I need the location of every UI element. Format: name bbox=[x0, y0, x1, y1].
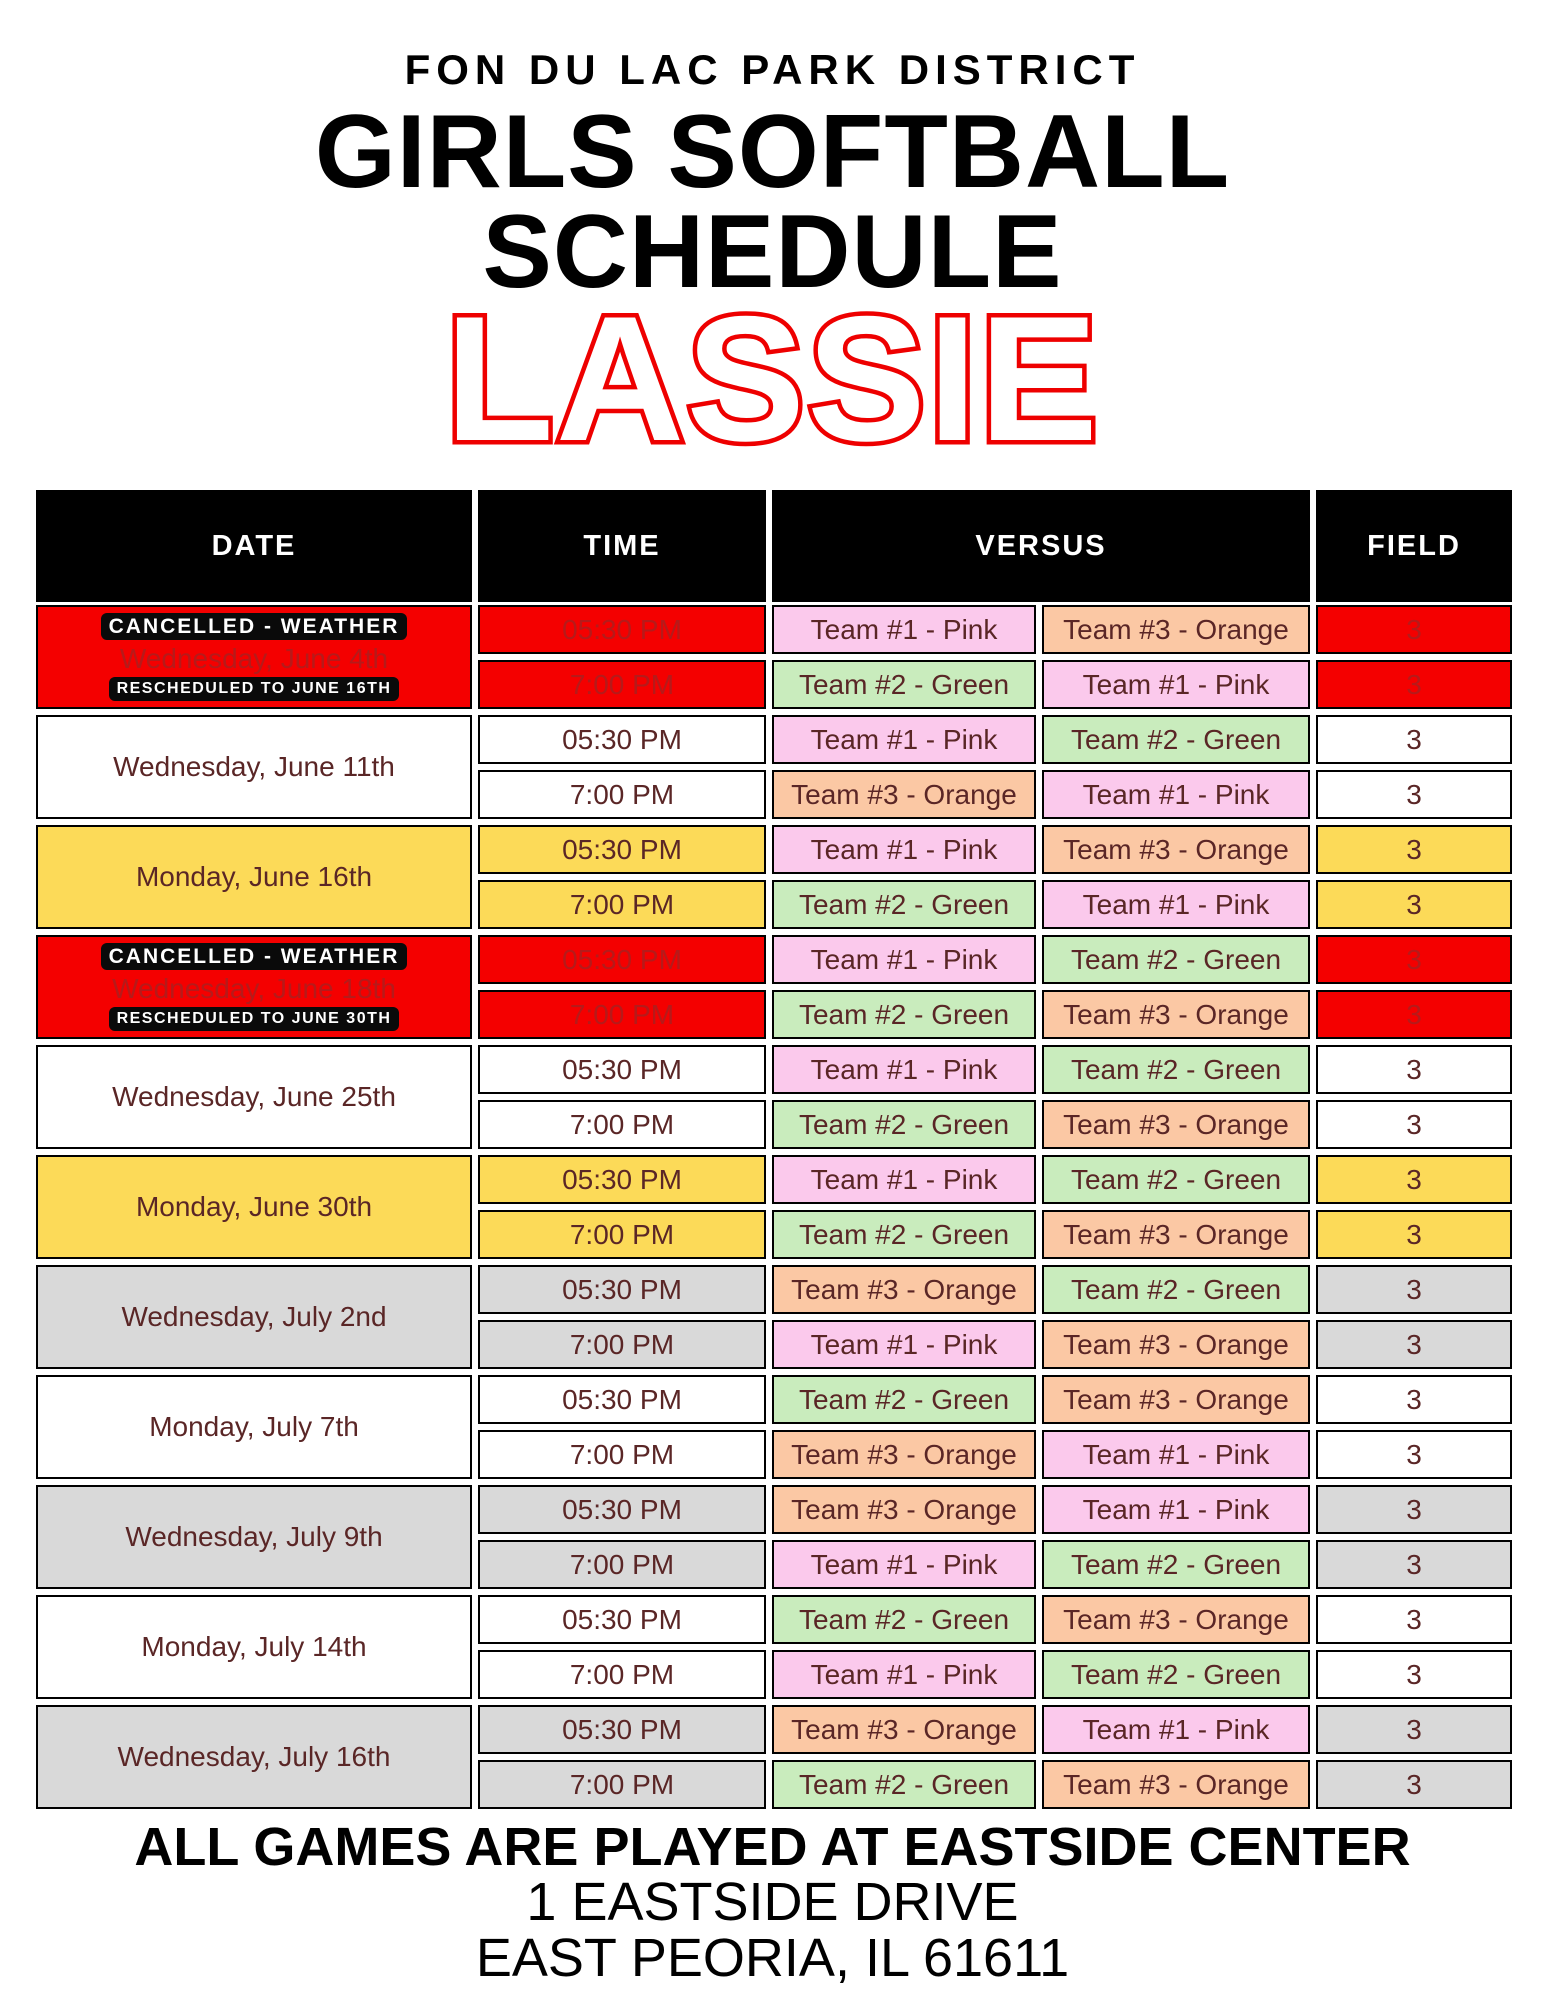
game-time: 7:00 PM bbox=[478, 1320, 766, 1369]
away-team: Team #2 - Green bbox=[1042, 1045, 1310, 1094]
column-header-time: TIME bbox=[478, 490, 766, 602]
game-time: 05:30 PM bbox=[478, 1485, 766, 1534]
date-label: Monday, June 16th bbox=[135, 861, 373, 892]
date-cell bbox=[36, 1045, 472, 1149]
game-time: 05:30 PM bbox=[478, 1155, 766, 1204]
field-number: 3 bbox=[1316, 1485, 1512, 1534]
home-team: Team #2 - Green bbox=[772, 1375, 1036, 1424]
field-number: 3 bbox=[1316, 935, 1512, 984]
column-header-date: DATE bbox=[36, 490, 472, 602]
date-cell bbox=[36, 825, 472, 929]
date-cell bbox=[36, 715, 472, 819]
home-team: Team #1 - Pink bbox=[772, 1650, 1036, 1699]
away-team: Team #3 - Orange bbox=[1042, 1595, 1310, 1644]
field-number: 3 bbox=[1316, 880, 1512, 929]
date-cell bbox=[36, 1595, 472, 1699]
home-team: Team #3 - Orange bbox=[772, 1705, 1036, 1754]
home-team: Team #2 - Green bbox=[772, 990, 1036, 1039]
date-cell bbox=[36, 1265, 472, 1369]
home-team: Team #3 - Orange bbox=[772, 1265, 1036, 1314]
game-time: 7:00 PM bbox=[478, 660, 766, 709]
away-team: Team #3 - Orange bbox=[1042, 990, 1310, 1039]
home-team: Team #1 - Pink bbox=[772, 825, 1036, 874]
home-team: Team #1 - Pink bbox=[772, 605, 1036, 654]
away-team: Team #2 - Green bbox=[1042, 1265, 1310, 1314]
column-header-versus: VERSUS bbox=[772, 490, 1310, 602]
game-time: 7:00 PM bbox=[478, 1210, 766, 1259]
field-number: 3 bbox=[1316, 825, 1512, 874]
field-number: 3 bbox=[1316, 1430, 1512, 1479]
home-team: Team #2 - Green bbox=[772, 1595, 1036, 1644]
away-team: Team #1 - Pink bbox=[1042, 770, 1310, 819]
game-time: 7:00 PM bbox=[478, 990, 766, 1039]
field-number: 3 bbox=[1316, 990, 1512, 1039]
date-label: Wednesday, June 11th bbox=[113, 751, 395, 782]
away-team: Team #1 - Pink bbox=[1042, 1705, 1310, 1754]
field-number: 3 bbox=[1316, 660, 1512, 709]
date-label: Wednesday, July 9th bbox=[125, 1521, 383, 1552]
date-label: Wednesday, July 16th bbox=[117, 1741, 391, 1772]
home-team: Team #2 - Green bbox=[772, 1100, 1036, 1149]
date-cell bbox=[36, 1155, 472, 1259]
away-team: Team #2 - Green bbox=[1042, 715, 1310, 764]
date-label: Wednesday, June 25th bbox=[112, 1081, 396, 1112]
home-team: Team #1 - Pink bbox=[772, 1045, 1036, 1094]
away-team: Team #3 - Orange bbox=[1042, 1375, 1310, 1424]
date-cell bbox=[36, 935, 472, 1039]
date-label: Wednesday, June 18th bbox=[112, 972, 396, 1004]
field-number: 3 bbox=[1316, 1265, 1512, 1314]
away-team: Team #3 - Orange bbox=[1042, 1100, 1310, 1149]
home-team: Team #1 - Pink bbox=[772, 1540, 1036, 1589]
footer-address-city: EAST PEORIA, IL 61611 bbox=[475, 1928, 1070, 1988]
cancelled-badge: CANCELLED - WEATHER bbox=[101, 613, 408, 640]
field-number: 3 bbox=[1316, 1045, 1512, 1094]
game-time: 05:30 PM bbox=[478, 1375, 766, 1424]
game-time: 7:00 PM bbox=[478, 1100, 766, 1149]
home-team: Team #2 - Green bbox=[772, 1760, 1036, 1809]
away-team: Team #1 - Pink bbox=[1042, 1485, 1310, 1534]
home-team: Team #2 - Green bbox=[772, 660, 1036, 709]
field-number: 3 bbox=[1316, 1210, 1512, 1259]
game-time: 7:00 PM bbox=[478, 1650, 766, 1699]
away-team: Team #1 - Pink bbox=[1042, 660, 1310, 709]
date-label: Wednesday, July 2nd bbox=[121, 1301, 387, 1332]
field-number: 3 bbox=[1316, 715, 1512, 764]
page-title-line-1: GIRLS SOFTBALL bbox=[314, 94, 1231, 210]
field-number: 3 bbox=[1316, 1100, 1512, 1149]
game-time: 05:30 PM bbox=[478, 825, 766, 874]
rescheduled-badge: RESCHEDULED TO JUNE 16TH bbox=[109, 677, 400, 701]
home-team: Team #1 - Pink bbox=[772, 715, 1036, 764]
game-time: 05:30 PM bbox=[478, 605, 766, 654]
field-number: 3 bbox=[1316, 770, 1512, 819]
game-time: 05:30 PM bbox=[478, 1045, 766, 1094]
date-cell bbox=[36, 1375, 472, 1479]
game-time: 7:00 PM bbox=[478, 1760, 766, 1809]
away-team: Team #2 - Green bbox=[1042, 1650, 1310, 1699]
rescheduled-badge: RESCHEDULED TO JUNE 30TH bbox=[109, 1007, 400, 1031]
date-cell bbox=[36, 1485, 472, 1589]
date-label: Monday, June 30th bbox=[135, 1191, 373, 1222]
date-cell bbox=[36, 1705, 472, 1809]
away-team: Team #2 - Green bbox=[1042, 935, 1310, 984]
schedule-table bbox=[36, 490, 1506, 1814]
away-team: Team #1 - Pink bbox=[1042, 880, 1310, 929]
division-title: LASSIE bbox=[445, 279, 1100, 478]
game-time: 7:00 PM bbox=[478, 1430, 766, 1479]
home-team: Team #2 - Green bbox=[772, 1210, 1036, 1259]
field-number: 3 bbox=[1316, 605, 1512, 654]
game-time: 05:30 PM bbox=[478, 1265, 766, 1314]
home-team: Team #2 - Green bbox=[772, 880, 1036, 929]
cancelled-badge: CANCELLED - WEATHER bbox=[101, 943, 408, 970]
away-team: Team #2 - Green bbox=[1042, 1155, 1310, 1204]
away-team: Team #3 - Orange bbox=[1042, 605, 1310, 654]
away-team: Team #2 - Green bbox=[1042, 1540, 1310, 1589]
away-team: Team #3 - Orange bbox=[1042, 1760, 1310, 1809]
game-time: 05:30 PM bbox=[478, 715, 766, 764]
away-team: Team #3 - Orange bbox=[1042, 1210, 1310, 1259]
home-team: Team #1 - Pink bbox=[772, 1320, 1036, 1369]
field-number: 3 bbox=[1316, 1320, 1512, 1369]
home-team: Team #3 - Orange bbox=[772, 770, 1036, 819]
field-number: 3 bbox=[1316, 1595, 1512, 1644]
home-team: Team #3 - Orange bbox=[772, 1485, 1036, 1534]
away-team: Team #3 - Orange bbox=[1042, 825, 1310, 874]
field-number: 3 bbox=[1316, 1760, 1512, 1809]
date-cell bbox=[36, 605, 472, 709]
date-label: Monday, July 7th bbox=[149, 1411, 359, 1442]
game-time: 05:30 PM bbox=[478, 1595, 766, 1644]
date-label: Monday, July 14th bbox=[141, 1631, 367, 1662]
column-header-field: FIELD bbox=[1316, 490, 1512, 602]
home-team: Team #1 - Pink bbox=[772, 1155, 1036, 1204]
field-number: 3 bbox=[1316, 1155, 1512, 1204]
date-label: Wednesday, June 4th bbox=[119, 642, 389, 674]
organization-name: FON DU LAC PARK DISTRICT bbox=[404, 46, 1141, 93]
game-time: 7:00 PM bbox=[478, 770, 766, 819]
footer-location-note: ALL GAMES ARE PLAYED AT EASTSIDE CENTER bbox=[134, 1817, 1411, 1877]
page-title-line-2: SCHEDULE bbox=[482, 194, 1063, 310]
game-time: 05:30 PM bbox=[478, 1705, 766, 1754]
game-time: 05:30 PM bbox=[478, 935, 766, 984]
field-number: 3 bbox=[1316, 1540, 1512, 1589]
field-number: 3 bbox=[1316, 1705, 1512, 1754]
game-time: 7:00 PM bbox=[478, 1540, 766, 1589]
away-team: Team #3 - Orange bbox=[1042, 1320, 1310, 1369]
footer-address-street: 1 EASTSIDE DRIVE bbox=[526, 1872, 1019, 1932]
away-team: Team #1 - Pink bbox=[1042, 1430, 1310, 1479]
field-number: 3 bbox=[1316, 1650, 1512, 1699]
home-team: Team #3 - Orange bbox=[772, 1430, 1036, 1479]
game-time: 7:00 PM bbox=[478, 880, 766, 929]
field-number: 3 bbox=[1316, 1375, 1512, 1424]
home-team: Team #1 - Pink bbox=[772, 935, 1036, 984]
